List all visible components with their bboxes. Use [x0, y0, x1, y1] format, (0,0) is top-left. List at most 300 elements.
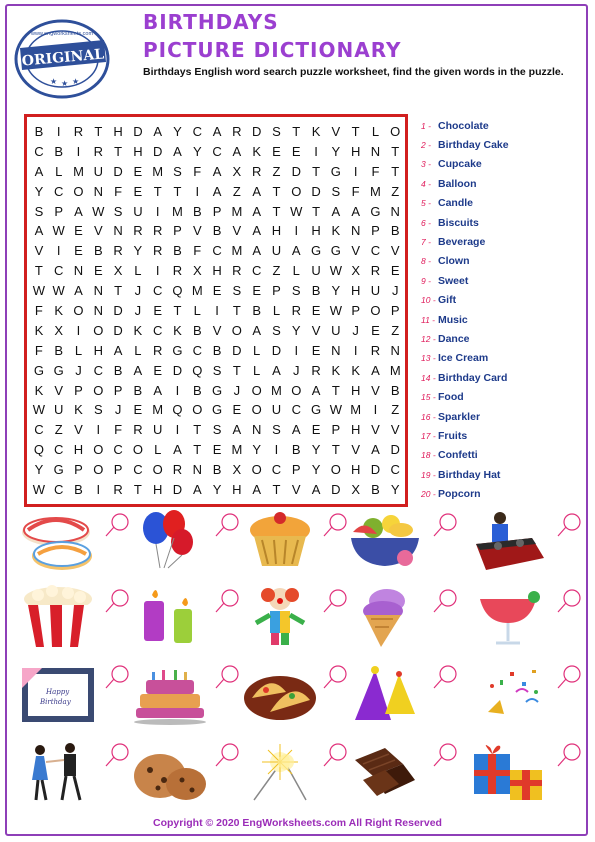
answer-bubble[interactable] [214, 512, 240, 538]
grid-letter[interactable]: R [291, 303, 301, 319]
grid-letter[interactable]: U [331, 322, 341, 338]
grid-letter[interactable]: W [329, 402, 342, 418]
grid-letter[interactable]: E [74, 223, 83, 239]
grid-letter[interactable]: O [251, 402, 262, 418]
grid-letter[interactable]: A [252, 243, 261, 259]
grid-letter[interactable]: S [173, 163, 182, 179]
grid-letter[interactable]: K [252, 143, 261, 159]
grid-letter[interactable]: A [173, 143, 182, 159]
grid-letter[interactable]: H [152, 482, 163, 498]
grid-letter[interactable]: W [329, 263, 342, 279]
grid-letter[interactable]: B [212, 223, 222, 239]
grid-letter[interactable]: H [93, 342, 103, 358]
grid-letter[interactable]: A [252, 183, 261, 199]
grid-letter[interactable]: X [232, 163, 242, 179]
grid-letter[interactable]: V [232, 223, 242, 239]
grid-letter[interactable]: P [351, 303, 360, 319]
grid-letter[interactable]: K [331, 362, 341, 378]
grid-letter[interactable]: D [331, 482, 341, 498]
grid-letter[interactable]: T [34, 263, 43, 279]
grid-letter[interactable]: T [272, 482, 281, 498]
grid-letter[interactable]: I [155, 203, 160, 219]
answer-bubble[interactable] [214, 664, 240, 690]
grid-letter[interactable]: S [291, 283, 301, 299]
grid-letter[interactable]: E [133, 183, 143, 199]
grid-letter[interactable]: P [54, 203, 64, 219]
grid-letter[interactable]: R [133, 422, 143, 438]
grid-letter[interactable]: P [390, 303, 400, 319]
grid-letter[interactable]: I [76, 322, 81, 338]
grid-letter[interactable]: O [370, 303, 381, 319]
grid-letter[interactable]: W [329, 303, 342, 319]
grid-letter[interactable]: G [330, 163, 341, 179]
grid-letter[interactable]: Z [391, 322, 400, 338]
grid-letter[interactable]: F [193, 163, 202, 179]
grid-letter[interactable]: O [291, 183, 302, 199]
grid-letter[interactable]: X [351, 263, 360, 279]
grid-letter[interactable]: C [54, 442, 64, 458]
grid-letter[interactable]: K [34, 382, 44, 398]
grid-letter[interactable]: T [114, 283, 123, 299]
grid-letter[interactable]: U [133, 203, 143, 219]
grid-letter[interactable]: L [154, 442, 162, 458]
grid-letter[interactable]: O [93, 462, 104, 478]
grid-letter[interactable]: O [291, 382, 302, 398]
grid-letter[interactable]: X [232, 462, 242, 478]
grid-letter[interactable]: A [232, 422, 242, 438]
grid-letter[interactable]: E [74, 243, 83, 259]
grid-letter[interactable]: M [271, 382, 282, 398]
grid-letter[interactable]: D [311, 183, 321, 199]
grid-letter[interactable]: V [212, 322, 222, 338]
grid-letter[interactable]: Y [390, 482, 400, 498]
grid-letter[interactable]: A [232, 143, 242, 159]
grid-letter[interactable]: T [193, 442, 202, 458]
grid-letter[interactable]: N [93, 183, 103, 199]
grid-letter[interactable]: N [113, 223, 123, 239]
grid-letter[interactable]: J [75, 362, 82, 378]
grid-letter[interactable]: J [134, 303, 142, 319]
grid-letter[interactable]: S [212, 422, 222, 438]
grid-letter[interactable]: B [173, 243, 182, 259]
answer-bubble[interactable] [322, 512, 348, 538]
grid-letter[interactable]: D [271, 342, 282, 358]
grid-letter[interactable]: R [232, 263, 242, 279]
grid-letter[interactable]: W [32, 402, 46, 418]
grid-letter[interactable]: A [153, 382, 163, 398]
grid-letter[interactable]: V [351, 442, 360, 458]
grid-letter[interactable]: Y [133, 243, 143, 259]
grid-letter[interactable]: I [274, 442, 279, 458]
grid-letter[interactable]: Q [172, 402, 183, 418]
grid-letter[interactable]: C [192, 342, 202, 358]
grid-letter[interactable]: T [272, 203, 281, 219]
grid-letter[interactable]: G [212, 402, 223, 418]
grid-letter[interactable]: C [113, 442, 123, 458]
grid-letter[interactable]: N [331, 342, 341, 358]
grid-letter[interactable]: A [212, 124, 222, 139]
grid-letter[interactable]: I [96, 422, 101, 438]
grid-letter[interactable]: C [34, 143, 44, 159]
grid-letter[interactable]: B [192, 203, 202, 219]
grid-letter[interactable]: P [74, 382, 83, 398]
grid-letter[interactable]: D [390, 442, 400, 458]
grid-letter[interactable]: B [54, 342, 64, 358]
grid-letter[interactable]: H [350, 462, 361, 478]
grid-letter[interactable]: K [34, 322, 44, 338]
grid-letter[interactable]: K [351, 362, 360, 378]
grid-letter[interactable]: E [390, 263, 400, 279]
grid-letter[interactable]: Y [212, 482, 222, 498]
grid-letter[interactable]: S [272, 422, 281, 438]
grid-letter[interactable]: T [312, 203, 321, 219]
grid-letter[interactable]: O [93, 382, 104, 398]
grid-letter[interactable]: T [272, 183, 281, 199]
grid-letter[interactable]: A [311, 482, 321, 498]
grid-letter[interactable]: B [311, 283, 321, 299]
grid-letter[interactable]: O [192, 402, 203, 418]
grid-letter[interactable]: R [73, 124, 84, 139]
grid-letter[interactable]: Y [331, 283, 341, 299]
grid-letter[interactable]: A [212, 183, 222, 199]
answer-bubble[interactable] [432, 512, 458, 538]
grid-letter[interactable]: T [193, 422, 202, 438]
grid-letter[interactable]: H [350, 422, 361, 438]
grid-letter[interactable]: R [113, 243, 123, 259]
grid-letter[interactable]: T [232, 362, 241, 378]
grid-letter[interactable]: L [253, 342, 261, 358]
grid-letter[interactable]: F [371, 163, 380, 179]
grid-letter[interactable]: O [73, 303, 84, 319]
grid-letter[interactable]: V [331, 124, 341, 139]
grid-letter[interactable]: D [113, 303, 123, 319]
grid-letter[interactable]: E [153, 303, 163, 319]
grid-letter[interactable]: E [232, 402, 242, 418]
grid-letter[interactable]: S [272, 322, 281, 338]
grid-letter[interactable]: P [272, 283, 281, 299]
grid-letter[interactable]: V [93, 223, 103, 239]
grid-letter[interactable]: B [133, 382, 143, 398]
answer-bubble[interactable] [556, 588, 582, 614]
grid-letter[interactable]: A [192, 482, 202, 498]
grid-letter[interactable]: C [271, 462, 282, 478]
grid-letter[interactable]: T [94, 124, 103, 139]
grid-letter[interactable]: T [351, 124, 360, 139]
grid-letter[interactable]: W [32, 482, 46, 498]
grid-letter[interactable]: E [371, 322, 380, 338]
grid-letter[interactable]: E [291, 143, 301, 159]
grid-letter[interactable]: Q [33, 442, 44, 458]
grid-letter[interactable]: A [252, 223, 261, 239]
answer-bubble[interactable] [104, 512, 130, 538]
grid-letter[interactable]: L [193, 303, 201, 319]
grid-letter[interactable]: L [371, 124, 380, 139]
grid-letter[interactable]: G [33, 362, 44, 378]
grid-letter[interactable]: B [192, 382, 202, 398]
grid-letter[interactable]: T [133, 482, 142, 498]
grid-letter[interactable]: N [390, 203, 400, 219]
grid-letter[interactable]: A [311, 382, 321, 398]
grid-letter[interactable]: Y [331, 143, 341, 159]
grid-letter[interactable]: A [252, 203, 261, 219]
grid-letter[interactable]: W [92, 203, 105, 219]
grid-letter[interactable]: H [311, 223, 321, 239]
grid-letter[interactable]: I [294, 223, 299, 239]
grid-letter[interactable]: C [251, 263, 262, 279]
answer-bubble[interactable] [556, 742, 582, 768]
grid-letter[interactable]: E [252, 283, 261, 299]
grid-letter[interactable]: N [192, 462, 202, 478]
grid-letter[interactable]: F [193, 243, 202, 259]
grid-letter[interactable]: X [54, 322, 64, 338]
grid-letter[interactable]: C [390, 462, 400, 478]
grid-letter[interactable]: H [133, 143, 143, 159]
grid-letter[interactable]: N [370, 143, 381, 159]
grid-letter[interactable]: J [352, 322, 359, 338]
grid-letter[interactable]: T [331, 442, 340, 458]
grid-letter[interactable]: E [311, 422, 321, 438]
grid-letter[interactable]: P [331, 422, 341, 438]
answer-bubble[interactable] [432, 588, 458, 614]
grid-letter[interactable]: O [251, 382, 262, 398]
grid-letter[interactable]: V [291, 482, 301, 498]
grid-letter[interactable]: C [54, 183, 64, 199]
grid-letter[interactable]: O [93, 322, 104, 338]
grid-letter[interactable]: B [212, 462, 222, 478]
grid-letter[interactable]: U [54, 402, 64, 418]
grid-letter[interactable]: T [114, 143, 123, 159]
grid-letter[interactable]: K [133, 322, 143, 338]
grid-letter[interactable]: R [152, 223, 163, 239]
grid-letter[interactable]: B [212, 342, 222, 358]
grid-letter[interactable]: Q [172, 283, 183, 299]
grid-letter[interactable]: T [331, 382, 340, 398]
grid-letter[interactable]: S [272, 124, 281, 139]
grid-letter[interactable]: T [173, 183, 182, 199]
grid-letter[interactable]: W [32, 283, 46, 299]
grid-letter[interactable]: U [93, 163, 103, 179]
grid-letter[interactable]: U [311, 263, 321, 279]
grid-letter[interactable]: F [114, 422, 123, 438]
grid-letter[interactable]: T [292, 124, 301, 139]
grid-letter[interactable]: B [390, 223, 400, 239]
grid-letter[interactable]: A [291, 422, 301, 438]
grid-letter[interactable]: C [34, 422, 44, 438]
grid-letter[interactable]: C [152, 322, 163, 338]
grid-letter[interactable]: A [291, 243, 301, 259]
grid-letter[interactable]: X [351, 482, 360, 498]
grid-letter[interactable]: Z [272, 263, 281, 279]
grid-letter[interactable]: L [272, 303, 281, 319]
grid-letter[interactable]: P [113, 382, 123, 398]
grid-letter[interactable]: C [212, 143, 222, 159]
grid-letter[interactable]: I [215, 303, 219, 319]
grid-letter[interactable]: G [370, 203, 381, 219]
grid-letter[interactable]: N [390, 342, 400, 358]
grid-letter[interactable]: E [153, 362, 163, 378]
grid-letter[interactable]: T [391, 163, 400, 179]
grid-letter[interactable]: N [251, 422, 262, 438]
grid-letter[interactable]: A [351, 203, 360, 219]
grid-letter[interactable]: C [291, 402, 301, 418]
grid-letter[interactable]: V [192, 223, 202, 239]
grid-letter[interactable]: V [390, 243, 400, 259]
grid-letter[interactable]: S [212, 362, 222, 378]
grid-letter[interactable]: C [93, 362, 103, 378]
answer-bubble[interactable] [214, 742, 240, 768]
grid-letter[interactable]: A [74, 283, 83, 299]
grid-letter[interactable]: R [93, 143, 103, 159]
grid-letter[interactable]: Z [391, 183, 400, 199]
grid-letter[interactable]: A [34, 163, 44, 179]
grid-letter[interactable]: R [232, 124, 242, 139]
grid-letter[interactable]: W [290, 203, 303, 219]
grid-letter[interactable]: W [52, 223, 65, 239]
grid-letter[interactable]: D [291, 163, 301, 179]
grid-letter[interactable]: V [74, 422, 83, 438]
grid-letter[interactable]: H [73, 442, 84, 458]
grid-letter[interactable]: R [133, 223, 143, 239]
grid-letter[interactable]: U [271, 402, 282, 418]
grid-letter[interactable]: T [391, 143, 400, 159]
grid-letter[interactable]: G [310, 243, 322, 259]
grid-letter[interactable]: J [391, 283, 399, 299]
grid-letter[interactable]: O [251, 462, 262, 478]
grid-letter[interactable]: Y [311, 462, 321, 478]
grid-letter[interactable]: N [93, 283, 103, 299]
grid-letter[interactable]: C [370, 243, 381, 259]
grid-letter[interactable]: V [390, 422, 400, 438]
answer-bubble[interactable] [322, 588, 348, 614]
grid-letter[interactable]: B [390, 382, 400, 398]
grid-letter[interactable]: W [52, 283, 65, 299]
grid-letter[interactable]: M [350, 402, 362, 418]
grid-letter[interactable]: Z [54, 422, 63, 438]
grid-letter[interactable]: V [371, 382, 380, 398]
grid-letter[interactable]: M [389, 362, 401, 378]
grid-letter[interactable]: E [311, 303, 321, 319]
grid-letter[interactable]: A [252, 482, 261, 498]
grid-letter[interactable]: S [331, 183, 341, 199]
grid-letter[interactable]: C [192, 124, 202, 139]
grid-letter[interactable]: L [55, 163, 63, 179]
grid-letter[interactable]: R [113, 482, 123, 498]
grid-letter[interactable]: P [113, 462, 123, 478]
grid-letter[interactable]: Y [192, 143, 202, 159]
grid-letter[interactable]: M [191, 283, 203, 299]
grid-letter[interactable]: Y [252, 442, 261, 458]
grid-letter[interactable]: N [93, 303, 103, 319]
grid-letter[interactable]: O [390, 124, 401, 139]
grid-letter[interactable]: Y [311, 442, 321, 458]
grid-letter[interactable]: A [34, 223, 44, 239]
grid-letter[interactable]: M [370, 183, 381, 199]
grid-letter[interactable]: L [134, 342, 142, 358]
grid-letter[interactable]: E [133, 402, 143, 418]
grid-letter[interactable]: Y [34, 183, 44, 199]
grid-letter[interactable]: D [113, 322, 123, 338]
grid-letter[interactable]: I [76, 143, 81, 159]
grid-letter[interactable]: B [252, 303, 261, 319]
grid-letter[interactable]: C [54, 263, 64, 279]
grid-letter[interactable]: B [192, 322, 202, 338]
grid-letter[interactable]: A [371, 442, 380, 458]
grid-letter[interactable]: K [331, 223, 341, 239]
grid-letter[interactable]: D [370, 462, 381, 478]
grid-letter[interactable]: F [34, 303, 43, 319]
grid-letter[interactable]: J [134, 283, 142, 299]
grid-letter[interactable]: A [173, 442, 182, 458]
grid-letter[interactable]: D [133, 124, 143, 139]
grid-letter[interactable]: K [54, 303, 64, 319]
grid-letter[interactable]: I [294, 342, 299, 358]
grid-letter[interactable]: C [54, 482, 64, 498]
grid-letter[interactable]: M [231, 442, 243, 458]
grid-letter[interactable]: J [293, 362, 300, 378]
grid-letter[interactable]: R [311, 362, 321, 378]
grid-letter[interactable]: A [272, 362, 281, 378]
grid-letter[interactable]: A [371, 362, 380, 378]
grid-letter[interactable]: A [133, 362, 143, 378]
grid-letter[interactable]: B [93, 243, 103, 259]
grid-letter[interactable]: R [172, 263, 183, 279]
grid-letter[interactable]: R [152, 243, 163, 259]
answer-bubble[interactable] [432, 742, 458, 768]
grid-letter[interactable]: Y [34, 462, 44, 478]
grid-letter[interactable]: Z [272, 163, 281, 179]
grid-letter[interactable]: O [152, 462, 163, 478]
grid-letter[interactable]: L [253, 362, 261, 378]
grid-letter[interactable]: O [330, 462, 341, 478]
grid-letter[interactable]: K [74, 402, 83, 418]
grid-letter[interactable]: J [233, 382, 241, 398]
grid-letter[interactable]: B [371, 482, 380, 498]
grid-letter[interactable]: H [350, 143, 361, 159]
grid-letter[interactable]: Z [232, 183, 241, 199]
grid-letter[interactable]: S [113, 203, 123, 219]
grid-letter[interactable]: U [370, 283, 381, 299]
grid-letter[interactable]: A [74, 203, 83, 219]
grid-letter[interactable]: U [271, 243, 282, 259]
grid-letter[interactable]: B [54, 143, 64, 159]
grid-letter[interactable]: T [312, 163, 321, 179]
grid-letter[interactable]: D [113, 163, 123, 179]
grid-letter[interactable]: E [311, 342, 321, 358]
grid-letter[interactable]: K [311, 124, 321, 139]
grid-letter[interactable]: G [172, 342, 183, 358]
grid-letter[interactable]: A [212, 163, 222, 179]
grid-letter[interactable]: T [232, 303, 241, 319]
grid-letter[interactable]: C [152, 283, 163, 299]
grid-letter[interactable]: F [34, 342, 43, 358]
grid-letter[interactable]: V [311, 322, 321, 338]
grid-letter[interactable]: A [153, 124, 163, 139]
grid-letter[interactable]: V [371, 422, 380, 438]
grid-letter[interactable]: O [132, 442, 143, 458]
grid-letter[interactable]: I [353, 342, 358, 358]
answer-bubble[interactable] [104, 742, 130, 768]
grid-letter[interactable]: O [73, 183, 84, 199]
grid-letter[interactable]: P [371, 223, 380, 239]
grid-letter[interactable]: B [74, 482, 83, 498]
grid-letter[interactable]: M [152, 163, 164, 179]
grid-letter[interactable]: H [212, 263, 222, 279]
grid-letter[interactable]: A [252, 322, 261, 338]
grid-letter[interactable]: H [350, 382, 361, 398]
answer-bubble[interactable] [322, 742, 348, 768]
grid-letter[interactable]: I [373, 402, 378, 418]
grid-letter[interactable]: V [54, 382, 64, 398]
